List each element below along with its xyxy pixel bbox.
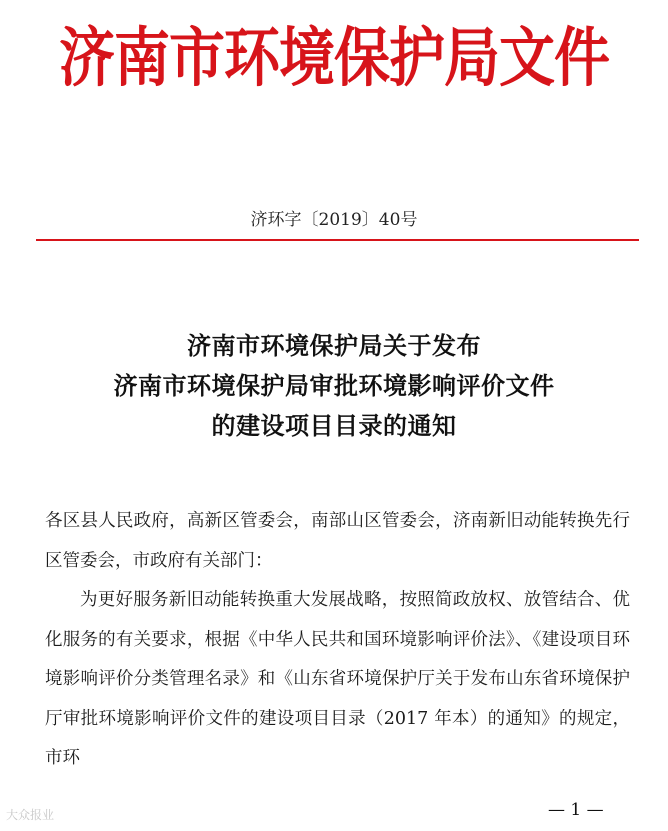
page-number: — 1 — xyxy=(548,800,604,820)
notice-title-line: 的建设项目目录的通知 xyxy=(211,411,457,440)
salutation: 各区县人民政府，高新区管委会，南部山区管委会，济南新旧动能转换先行区管委会，市政府有关部门： xyxy=(45,511,630,571)
masthead-title: 济南市环境保护局文件 xyxy=(59,20,609,96)
notice-title xyxy=(0,326,668,446)
notice-title-line: 济南市环境保护局审批环境影响评价文件 xyxy=(113,371,555,400)
notice-body xyxy=(45,502,630,779)
body-paragraph: 为更好服务新旧动能转换重大发展战略，按照简政放权、放管结合、优化服务的有关要求，根据《中华人民共和国环境影响评价法》、《建设项目环境影响评价分类管理名录》和《山东省环境保护厅关于发布山东省环境保护厅审批环境影响评价文件的建设项目目录（2017 年本）的通知》的规定，市环 xyxy=(45,590,630,768)
watermark: 大众报业 xyxy=(6,808,55,822)
document-number: 济环字〔2019〕40号 xyxy=(250,210,418,230)
notice-title-line: 济南市环境保护局关于发布 xyxy=(187,331,481,360)
red-divider-line xyxy=(36,239,639,241)
